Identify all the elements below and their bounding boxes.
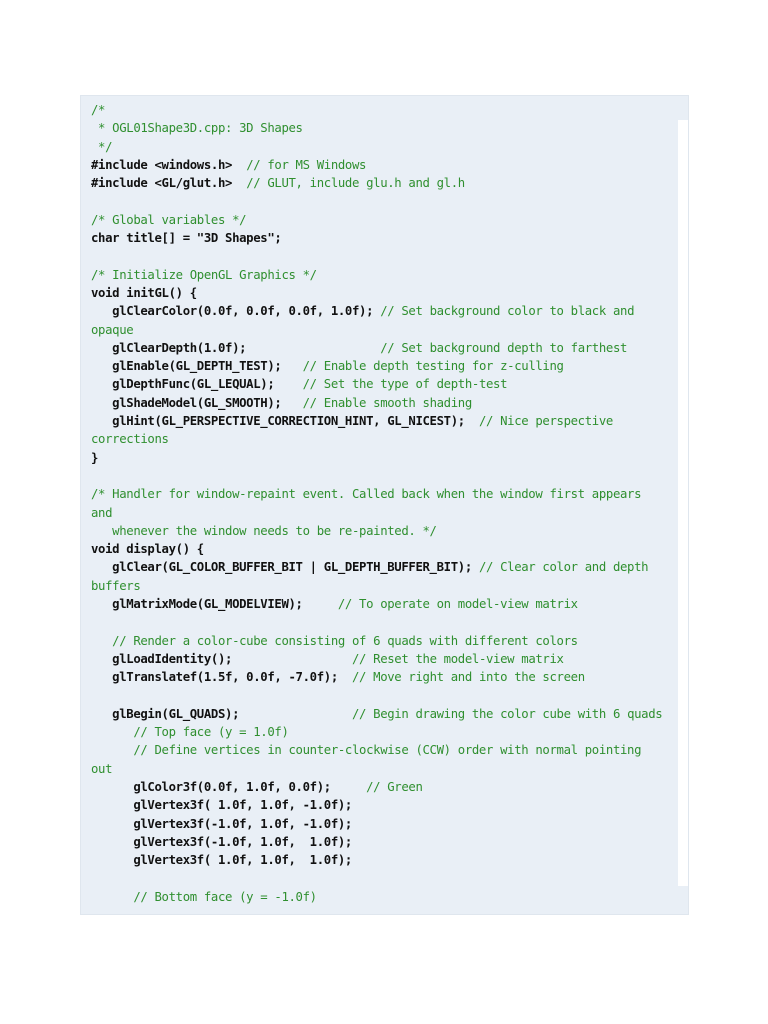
code-comment: buffers: [91, 578, 141, 593]
code-comment: corrections: [91, 432, 169, 447]
code-line: [91, 558, 681, 576]
code-text: glVertex3f(-1.0f, 1.0f, 1.0f);: [91, 834, 352, 849]
code-comment: /* Handler for window-repaint event. Called back when the window first appears: [91, 487, 642, 502]
code-line: [91, 851, 681, 869]
code-comment: /* Global variables */: [91, 212, 247, 227]
code-line: [91, 815, 681, 833]
code-comment: // Clear color and depth: [478, 560, 649, 575]
code-text: glVertex3f( 1.0f, 1.0f, -1.0f);: [91, 798, 352, 813]
code-line: [91, 485, 681, 503]
code-line: [91, 705, 681, 723]
code-comment: /* Initialize OpenGL Graphics */: [91, 267, 317, 282]
code-line: [91, 577, 681, 595]
code-comment: whenever the window needs to be re-painted. */: [91, 523, 437, 538]
code-text: glTranslatef(1.5f, 0.0f, -7.0f);: [91, 670, 352, 685]
code-line: [91, 869, 681, 887]
code-line: [91, 687, 681, 705]
code-line: [91, 101, 681, 119]
code-line: [91, 741, 681, 759]
code-comment: // Set the type of depth-test: [302, 377, 508, 392]
code-text: glColor3f(0.0f, 1.0f, 0.0f);: [91, 779, 367, 794]
code-line: [91, 321, 681, 339]
code-text: glHint(GL_PERSPECTIVE_CORRECTION_HINT, GL_NICEST);: [91, 414, 479, 429]
code-text: glMatrixMode(GL_MODELVIEW);: [91, 597, 338, 612]
code-line: [91, 284, 681, 302]
code-comment: */: [91, 139, 113, 154]
code-line: [91, 467, 681, 485]
code-line: [91, 522, 681, 540]
code-comment: * OGL01Shape3D.cpp: 3D Shapes: [91, 121, 303, 136]
code-comment: // Move right and into the screen: [351, 670, 585, 685]
code-comment: // Top face (y = 1.0f): [91, 725, 289, 740]
code-text: glClear(GL_COLOR_BUFFER_BIT | GL_DEPTH_BUFFER_BIT);: [91, 560, 479, 575]
code-text: glShadeModel(GL_SMOOTH);: [91, 395, 303, 410]
code-comment: // Enable depth testing for z-culling: [302, 359, 564, 374]
code-line: [91, 888, 681, 906]
code-comment: out: [91, 761, 113, 776]
code-line: [91, 339, 681, 357]
code-line: [91, 119, 681, 137]
code-comment: // Define vertices in counter-clockwise (CCW) order with normal pointing: [91, 743, 642, 758]
code-line: [91, 723, 681, 741]
code-text: #include <GL/glut.h>: [91, 176, 247, 191]
code-line: [91, 833, 681, 851]
code-line: [91, 430, 681, 448]
code-text: void display() {: [91, 542, 204, 557]
code-text: void initGL() {: [91, 285, 197, 300]
code-comment: // Set background depth to farthest: [380, 340, 628, 355]
code-text: glEnable(GL_DEPTH_TEST);: [91, 359, 303, 374]
code-line: [91, 302, 681, 320]
code-line: [91, 375, 681, 393]
code-lines: [91, 101, 681, 906]
code-comment: // Bottom face (y = -1.0f): [91, 889, 317, 904]
code-line: [91, 192, 681, 210]
code-comment: /*: [91, 103, 106, 117]
code-line: [91, 156, 681, 174]
code-comment: // Set background color to black and: [380, 304, 635, 319]
code-text: glDepthFunc(GL_LEQUAL);: [91, 377, 303, 392]
code-comment: // for MS Windows: [246, 157, 367, 172]
code-text: glVertex3f(-1.0f, 1.0f, -1.0f);: [91, 816, 352, 831]
code-comment: // Render a color-cube consisting of 6 quads with different colors: [91, 633, 578, 648]
code-comment: // Reset the model-view matrix: [351, 651, 564, 666]
code-line: [91, 247, 681, 265]
code-text: char title[] = "3D Shapes";: [91, 231, 282, 246]
code-line: [91, 632, 681, 650]
code-line: [91, 650, 681, 668]
code-text: glClearColor(0.0f, 0.0f, 0.0f, 1.0f);: [91, 304, 381, 319]
code-comment: // Green: [366, 779, 423, 794]
code-line: [91, 760, 681, 778]
code-comment: // GLUT, include glu.h and gl.h: [246, 176, 465, 191]
code-text: glVertex3f( 1.0f, 1.0f, 1.0f);: [91, 853, 352, 868]
code-line: [91, 796, 681, 814]
code-line: [91, 266, 681, 284]
code-line: [91, 504, 681, 522]
code-comment: // Nice perspective: [478, 414, 613, 429]
code-line: [91, 412, 681, 430]
code-line: [91, 357, 681, 375]
code-line: [91, 778, 681, 796]
code-line: [91, 229, 681, 247]
code-line: [91, 174, 681, 192]
code-comment: // Enable smooth shading: [302, 395, 472, 410]
code-text: glClearDepth(1.0f);: [91, 340, 381, 355]
code-block: [80, 95, 689, 915]
code-comment: // Begin drawing the color cube with 6 quads: [351, 706, 663, 721]
code-line: [91, 211, 681, 229]
code-comment: and: [91, 505, 113, 520]
code-text: glBegin(GL_QUADS);: [91, 706, 352, 721]
code-comment: opaque: [91, 322, 134, 337]
code-line: [91, 668, 681, 686]
code-line: [91, 540, 681, 558]
code-line: [91, 595, 681, 613]
code-line: [91, 449, 681, 467]
code-text: #include <windows.h>: [91, 157, 247, 172]
code-line: [91, 138, 681, 156]
code-line: [91, 613, 681, 631]
code-line: [91, 394, 681, 412]
code-text: glLoadIdentity();: [91, 651, 352, 666]
code-comment: // To operate on model-view matrix: [337, 597, 578, 612]
code-text: }: [91, 450, 99, 465]
